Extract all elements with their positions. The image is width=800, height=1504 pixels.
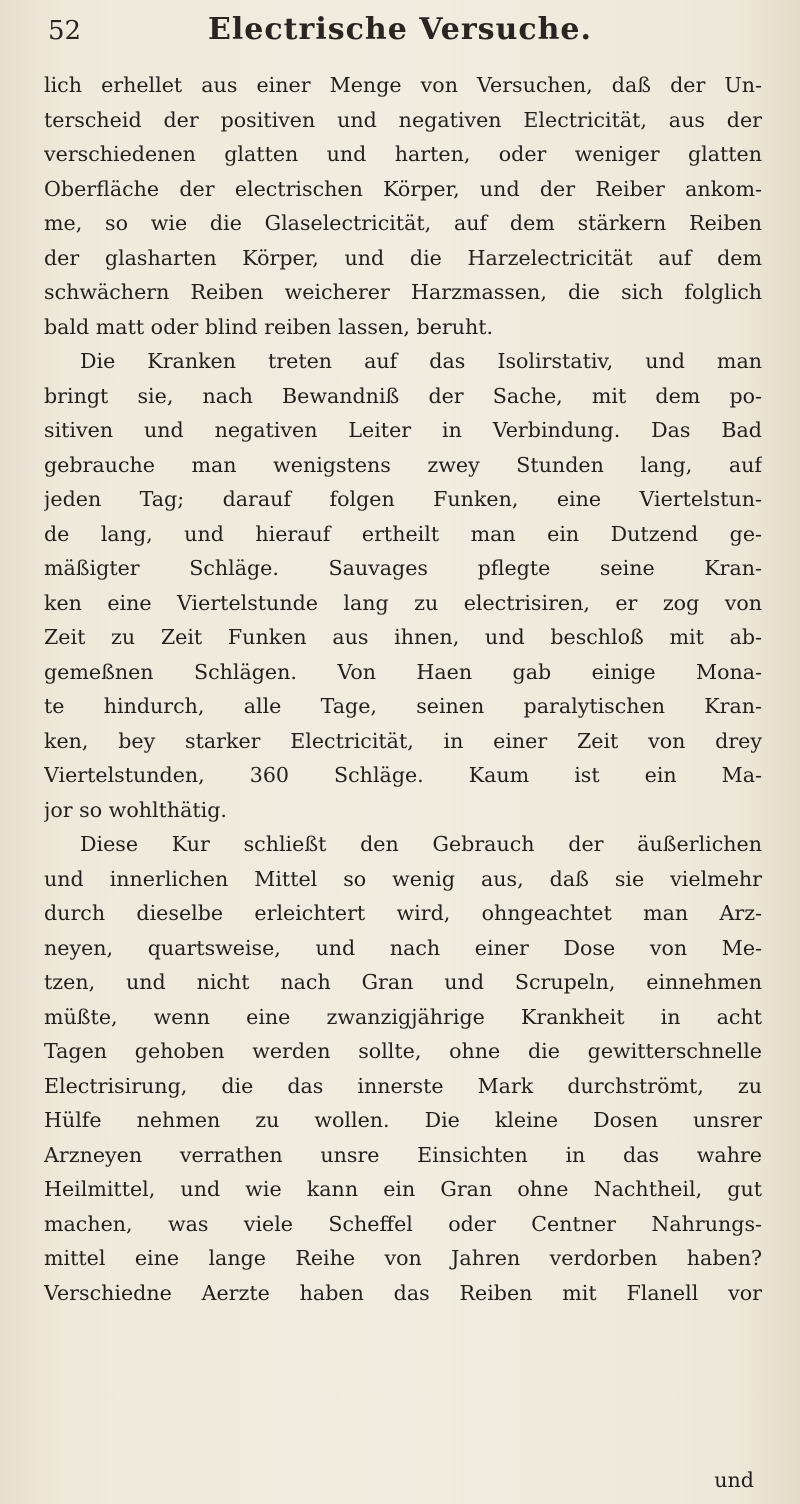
text-line: terscheid der positiven und negativen Electricität, aus der — [44, 107, 762, 132]
text-line: Oberfläche der electrischen Körper, und der Reiber ankom- — [44, 176, 762, 201]
text-line: Diese Kur schließt den Gebrauch der äußerlichen — [80, 832, 762, 856]
text-line: gemeßnen Schlägen. Von Haen gab einige Mona- — [44, 659, 762, 684]
text-line: Arzneyen verrathen unsre Einsichten in das wahre — [44, 1142, 762, 1167]
running-head: Electrische Versuche. — [208, 12, 592, 47]
text-line: und innerlichen Mittel so wenig aus, daß sie vielmehr — [44, 866, 762, 891]
text-line: Heilmittel, und wie kann ein Gran ohne Nachtheil, gut — [44, 1177, 762, 1201]
text-line: machen, was viele Scheffel oder Centner Nahrungs- — [44, 1211, 762, 1236]
text-line: neyen, quartsweise, und nach einer Dose von Me- — [44, 935, 762, 960]
text-line: Electrisirung, die das innerste Mark durchströmt, zu — [44, 1073, 762, 1098]
text-line: ken eine Viertelstunde lang zu electrisiren, er zog von — [44, 590, 762, 615]
text-line: schwächern Reiben weicherer Harzmassen, die sich folglich — [44, 280, 762, 304]
text-line: Zeit zu Zeit Funken aus ihnen, und beschloß mit ab- — [44, 625, 762, 649]
text-line: sitiven und negativen Leiter in Verbindung. Das Bad — [44, 418, 762, 442]
text-line: mittel eine lange Reihe von Jahren verdorben haben? — [44, 1246, 762, 1270]
text-line: me, so wie die Glaselectricität, auf dem stärkern Reiben — [44, 211, 762, 235]
page-header — [40, 10, 760, 60]
text-line: tzen, und nicht nach Gran und Scrupeln, einnehmen — [44, 970, 762, 994]
text-line: müßte, wenn eine zwanzigjährige Krankheit in acht — [44, 1004, 762, 1029]
text-line: Viertelstunden, 360 Schläge. Kaum ist ein Ma- — [44, 763, 762, 787]
text-line: ken, bey starker Electricität, in einer Zeit von drey — [44, 728, 762, 753]
text-line: te hindurch, alle Tage, seinen paralytischen Kran- — [44, 694, 762, 718]
text-line: der glasharten Körper, und die Harzelectricität auf dem — [44, 245, 762, 270]
text-line: durch dieselbe erleichtert wird, ohngeachtet man Arz- — [44, 901, 762, 925]
text-line: Tagen gehoben werden sollte, ohne die gewitterschnelle — [44, 1039, 762, 1063]
text-line: de lang, und hierauf ertheilt man ein Dutzend ge- — [44, 521, 762, 546]
page-number: 52 — [48, 16, 82, 46]
text-line: jeden Tag; darauf folgen Funken, eine Viertelstun- — [44, 487, 762, 511]
text-line: bald matt oder blind reiben lassen, beruht. — [44, 314, 494, 339]
catchword: und — [714, 1468, 754, 1492]
text-line: Die Kranken treten auf das Isolirstativ, und man — [80, 349, 762, 373]
text-line: bringt sie, nach Bewandniß der Sache, mit dem po- — [44, 383, 762, 408]
text-line: gebrauche man wenigstens zwey Stunden lang, auf — [44, 452, 762, 477]
text-line: mäßigter Schläge. Sauvages pflegte seine Kran- — [44, 556, 762, 580]
text-line: Hülfe nehmen zu wollen. Die kleine Dosen unsrer — [44, 1108, 762, 1132]
text-line: lich erhellet aus einer Menge von Versuchen, daß der Un- — [44, 73, 762, 97]
text-line: verschiedenen glatten und harten, oder weniger glatten — [44, 142, 762, 166]
text-line: jor so wohlthätig. — [44, 797, 227, 822]
text-line: Verschiedne Aerzte haben das Reiben mit Flanell vor — [44, 1280, 762, 1305]
body-text — [44, 68, 762, 1310]
